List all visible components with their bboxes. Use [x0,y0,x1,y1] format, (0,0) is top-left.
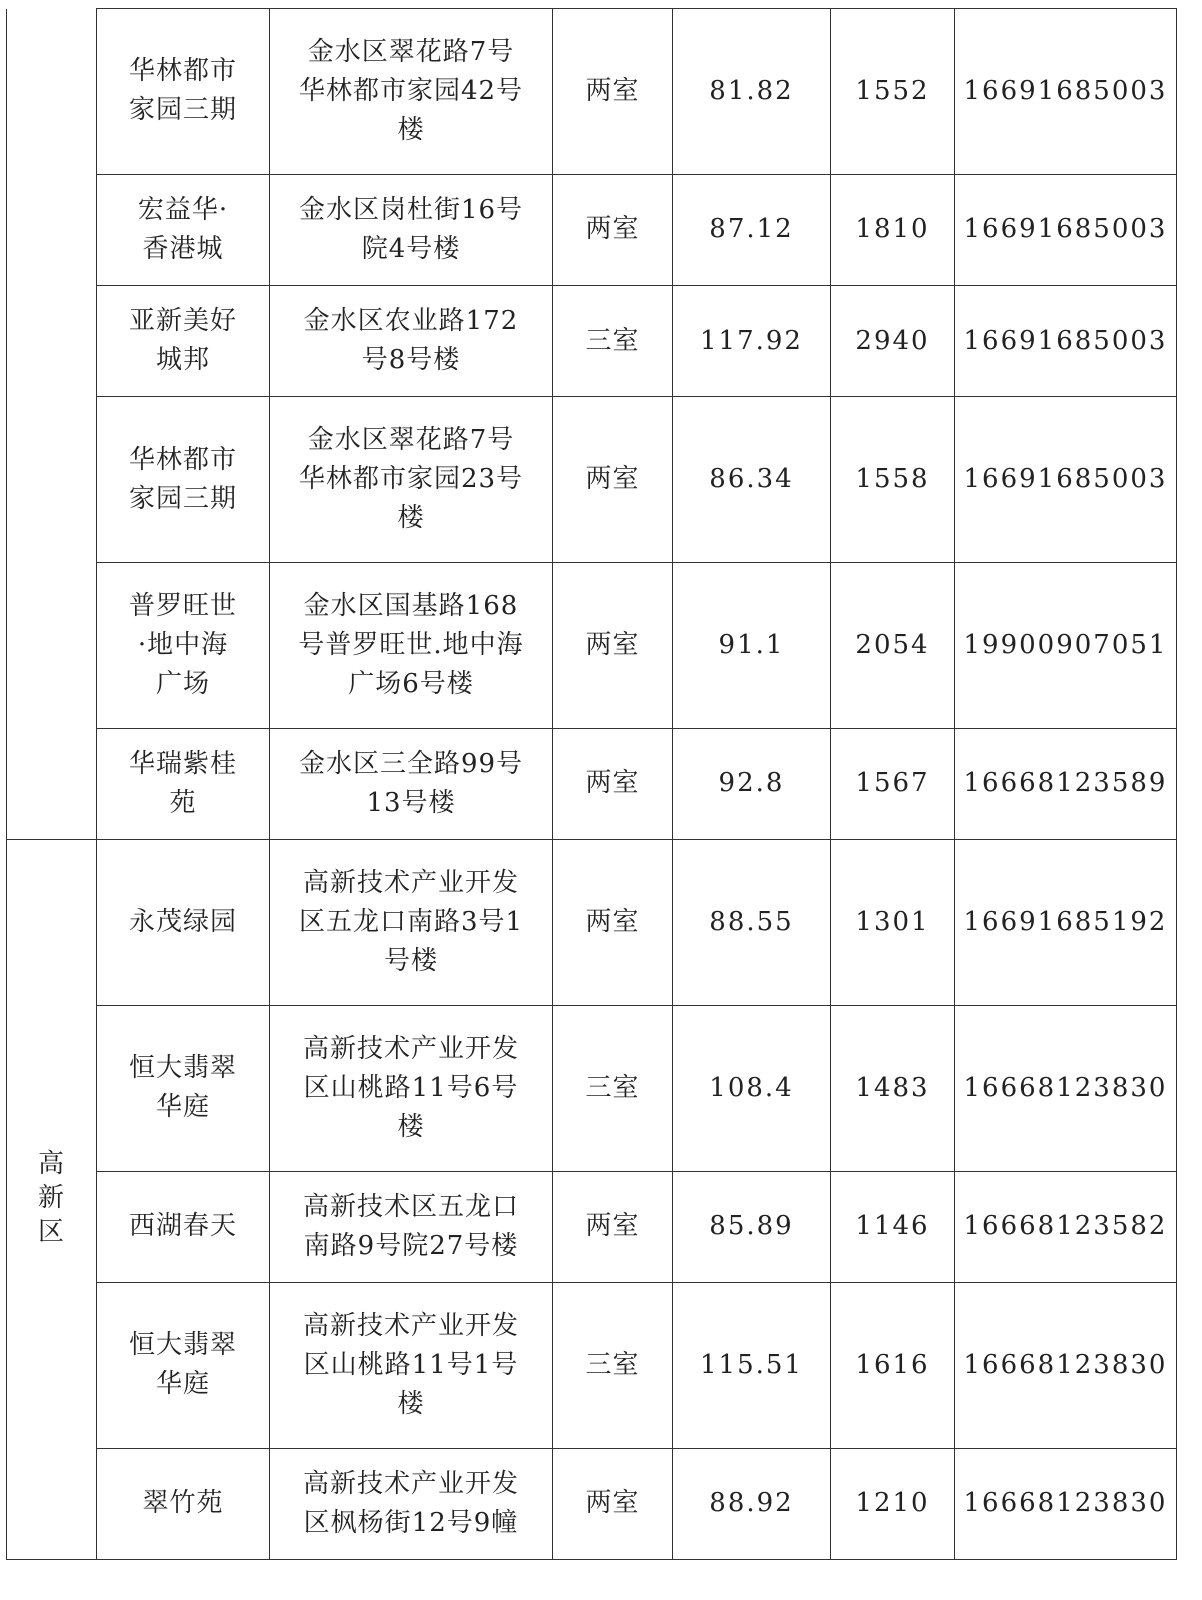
phone: 16668123582 [955,1171,1177,1282]
table-row [7,397,1177,563]
community-name: 西湖春天 [128,1211,237,1242]
area: 91.1 [673,563,831,729]
district-cell [7,840,97,1560]
price: 2940 [831,286,955,397]
area: 108.4 [673,1005,831,1171]
room-type: 两室 [553,728,673,839]
address-cell [270,9,553,175]
address-cell [270,1171,553,1282]
room-type: 两室 [553,1448,673,1559]
area: 86.34 [673,397,831,563]
community-name-cell [97,1448,270,1559]
community-name-cell [97,9,270,175]
address: 高新技术产业开发区枫杨街12号9幢 [302,1468,519,1538]
phone: 16668123830 [955,1448,1177,1559]
table-row [7,728,1177,839]
table-row [7,1282,1177,1448]
area: 115.51 [673,1282,831,1448]
phone: 16691685003 [955,9,1177,175]
address: 金水区农业路172号8号楼 [303,306,519,376]
area: 88.55 [673,840,831,1006]
phone: 16691685003 [955,286,1177,397]
table-row [7,9,1177,175]
community-name-cell [97,1282,270,1448]
address: 金水区岗杜街16号院4号楼 [298,194,524,264]
room-type: 两室 [553,174,673,285]
room-type: 三室 [553,1282,673,1448]
room-type: 两室 [553,397,673,563]
housing-listing-table [6,8,1177,1560]
area: 117.92 [673,286,831,397]
address: 金水区翠花路7号华林都市家园23号楼 [298,425,524,534]
room-type: 两室 [553,840,673,1006]
phone: 16668123830 [955,1005,1177,1171]
area: 81.82 [673,9,831,175]
community-name: 华林都市家园三期 [128,444,237,514]
price: 1146 [831,1171,955,1282]
address-cell [270,1005,553,1171]
price: 1301 [831,840,955,1006]
area: 92.8 [673,728,831,839]
address-cell [270,174,553,285]
community-name: 普罗旺世·地中海广场 [128,590,237,699]
table-row [7,174,1177,285]
community-name: 永茂绿园 [128,906,237,937]
area: 87.12 [673,174,831,285]
table-row [7,1448,1177,1559]
district-label: 高新区 [37,1149,65,1247]
table-row [7,286,1177,397]
address: 高新技术产业开发区五龙口南路3号1号楼 [298,867,524,976]
address-cell [270,286,553,397]
phone: 16691685192 [955,840,1177,1006]
room-type: 三室 [553,1005,673,1171]
table-row [7,1171,1177,1282]
address-cell [270,728,553,839]
price: 1558 [831,397,955,563]
price: 1552 [831,9,955,175]
community-name-cell [97,397,270,563]
address-cell [270,1282,553,1448]
address-cell [270,1448,553,1559]
price: 1210 [831,1448,955,1559]
area: 85.89 [673,1171,831,1282]
community-name-cell [97,174,270,285]
table-row [7,1005,1177,1171]
table-row [7,563,1177,729]
community-name-cell [97,286,270,397]
community-name-cell [97,840,270,1006]
room-type: 三室 [553,286,673,397]
community-name: 宏益华·香港城 [137,194,229,264]
table-row [7,840,1177,1006]
phone: 16691685003 [955,174,1177,285]
community-name: 恒大翡翠华庭 [128,1053,237,1123]
price: 1567 [831,728,955,839]
address: 金水区翠花路7号华林都市家园42号楼 [298,36,524,145]
price: 1483 [831,1005,955,1171]
address-cell [270,563,553,729]
address-cell [270,397,553,563]
community-name: 翠竹苑 [142,1488,224,1519]
room-type: 两室 [553,9,673,175]
phone: 16691685003 [955,397,1177,563]
address: 高新技术产业开发区山桃路11号6号楼 [302,1033,519,1142]
community-name-cell [97,563,270,729]
community-name-cell [97,728,270,839]
price: 2054 [831,563,955,729]
address: 金水区国基路168号普罗旺世.地中海广场6号楼 [298,590,524,699]
community-name: 恒大翡翠华庭 [128,1330,237,1400]
phone: 16668123589 [955,728,1177,839]
community-name: 华林都市家园三期 [128,56,237,126]
community-name-cell [97,1171,270,1282]
address-cell [270,840,553,1006]
phone: 19900907051 [955,563,1177,729]
district-cell [7,9,97,840]
price: 1810 [831,174,955,285]
price: 1616 [831,1282,955,1448]
area: 88.92 [673,1448,831,1559]
room-type: 两室 [553,563,673,729]
room-type: 两室 [553,1171,673,1282]
community-name-cell [97,1005,270,1171]
community-name: 华瑞紫桂苑 [128,748,237,818]
community-name: 亚新美好城邦 [128,306,237,376]
address: 高新技术产业开发区山桃路11号1号楼 [302,1310,519,1419]
phone: 16668123830 [955,1282,1177,1448]
address: 金水区三全路99号13号楼 [298,748,524,818]
address: 高新技术区五龙口南路9号院27号楼 [302,1191,519,1261]
